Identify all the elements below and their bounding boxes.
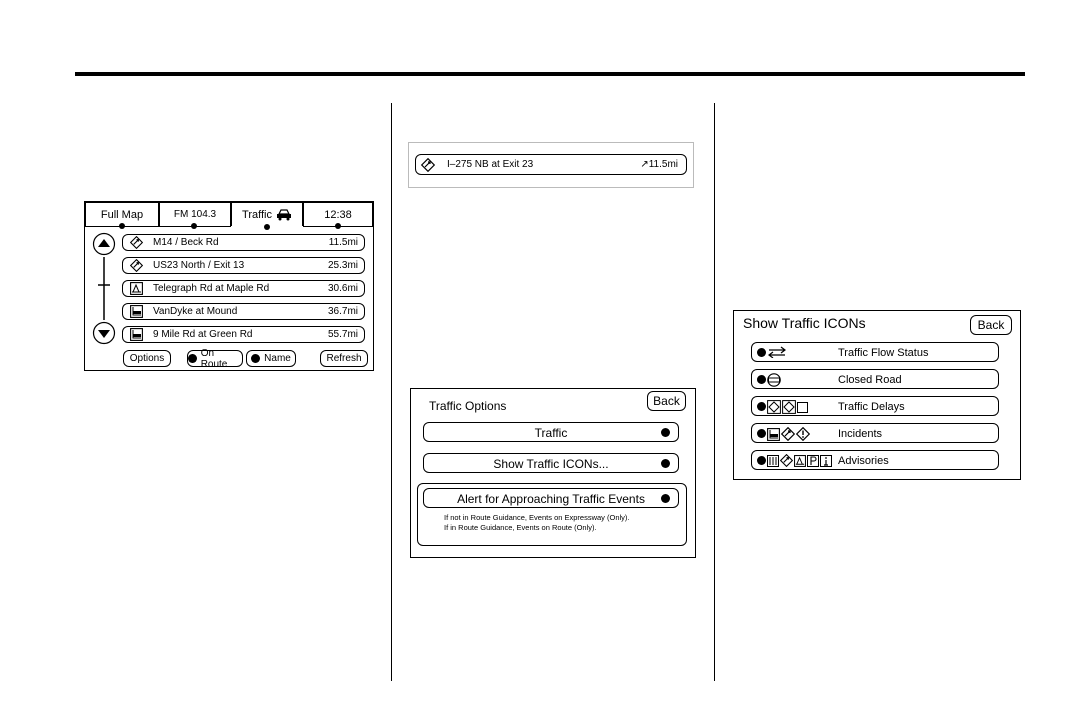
icon-category-label: Traffic Delays bbox=[838, 401, 905, 413]
toggle-on-indicator bbox=[757, 348, 766, 357]
road-work-icon bbox=[794, 455, 806, 467]
traffic-alert-label: I–275 NB at Exit 23 bbox=[447, 159, 534, 170]
lane-icon bbox=[767, 455, 779, 467]
toggle-on-indicator bbox=[757, 402, 766, 411]
icon-category-label: Traffic Flow Status bbox=[838, 347, 929, 359]
tab-indicator-dot bbox=[191, 223, 197, 229]
delay-icon bbox=[767, 400, 781, 414]
alert-approaching-label: Alert for Approaching Traffic Events bbox=[457, 492, 645, 506]
traffic-options-title: Traffic Options bbox=[429, 399, 507, 413]
on-route-button[interactable] bbox=[187, 347, 243, 370]
traffic-row[interactable] bbox=[122, 257, 365, 274]
traffic-row-distance: 36.7mi bbox=[327, 306, 358, 317]
delay-icon bbox=[782, 400, 796, 414]
toggle-on-indicator bbox=[757, 429, 766, 438]
alert-note-line: If not in Route Guidance, Events on Expressway (Only). bbox=[444, 513, 630, 522]
traffic-row-label: US23 North / Exit 13 bbox=[153, 260, 245, 271]
refresh-button[interactable] bbox=[320, 350, 368, 367]
parking-icon bbox=[807, 455, 819, 467]
traffic-alert-distance: ↗11.5mi bbox=[640, 159, 678, 170]
show-traffic-icons-button[interactable] bbox=[423, 453, 679, 473]
icon-category-label: Advisories bbox=[838, 455, 889, 467]
back-button-label: Back bbox=[653, 394, 680, 408]
accident-icon bbox=[767, 428, 780, 441]
car-icon bbox=[276, 209, 292, 221]
toggle-on-indicator bbox=[661, 494, 670, 503]
traffic-row-distance: 25.3mi bbox=[327, 260, 358, 271]
back-button[interactable] bbox=[970, 315, 1012, 335]
traffic-toggle-label: Traffic bbox=[534, 426, 568, 440]
tab-traffic-label: Traffic bbox=[242, 208, 272, 221]
refresh-button-label: Refresh bbox=[326, 353, 362, 364]
name-button[interactable] bbox=[246, 350, 296, 367]
column-divider-left bbox=[391, 103, 392, 681]
toggle-on-indicator bbox=[661, 428, 670, 437]
tab-indicator-dot bbox=[119, 223, 125, 229]
selected-dot-icon bbox=[188, 354, 197, 363]
scroll-down-button[interactable] bbox=[94, 323, 115, 344]
traffic-row[interactable] bbox=[122, 234, 365, 251]
tab-full-map-label: Full Map bbox=[100, 208, 144, 221]
diamond-icon bbox=[130, 236, 143, 249]
warning-diamond-icon bbox=[796, 427, 810, 441]
column-divider-right bbox=[714, 103, 715, 681]
info-icon bbox=[820, 455, 832, 467]
icon-category-row[interactable] bbox=[751, 342, 999, 362]
icon-category-label: Closed Road bbox=[838, 374, 902, 386]
show-traffic-icons-title: Show Traffic ICONs bbox=[743, 315, 866, 331]
tab-clock-label: 12:38 bbox=[324, 208, 352, 221]
traffic-row-label: 9 Mile Rd at Green Rd bbox=[153, 329, 253, 340]
on-route-button-label: On Route bbox=[200, 347, 228, 370]
traffic-row-label: Telegraph Rd at Maple Rd bbox=[153, 283, 270, 294]
toggle-on-indicator bbox=[757, 375, 766, 384]
traffic-row-distance: 30.6mi bbox=[327, 283, 358, 294]
traffic-row-distance: 55.7mi bbox=[327, 329, 358, 340]
diamond-icon bbox=[780, 454, 793, 467]
diamond-icon bbox=[421, 158, 435, 172]
name-button-label: Name bbox=[264, 353, 291, 364]
icon-category-row[interactable] bbox=[751, 396, 999, 416]
traffic-alert-row[interactable] bbox=[415, 154, 687, 175]
flow-arrows-icon bbox=[767, 346, 787, 358]
traffic-row[interactable] bbox=[122, 280, 365, 297]
icon-category-row[interactable] bbox=[751, 450, 999, 470]
toggle-on-indicator bbox=[661, 459, 670, 468]
options-button-label: Options bbox=[129, 353, 165, 364]
header-rule bbox=[75, 72, 1025, 76]
traffic-toggle[interactable] bbox=[423, 422, 679, 442]
selected-dot-icon bbox=[251, 354, 260, 363]
traffic-row-label: VanDyke at Mound bbox=[153, 306, 238, 317]
road-work-icon bbox=[130, 282, 143, 295]
alert-approaching-toggle[interactable] bbox=[423, 488, 679, 508]
accident-icon bbox=[130, 305, 143, 318]
icon-category-label: Incidents bbox=[838, 428, 883, 440]
scroll-up-button[interactable] bbox=[94, 234, 115, 255]
scroll-control bbox=[92, 232, 118, 346]
tab-traffic[interactable] bbox=[231, 202, 303, 226]
traffic-row-distance: 11.5mi bbox=[328, 237, 358, 248]
icon-category-row[interactable] bbox=[751, 369, 999, 389]
back-button[interactable] bbox=[647, 391, 686, 411]
tab-indicator-dot bbox=[335, 223, 341, 229]
alert-note-line: If in Route Guidance, Events on Route (Only). bbox=[444, 523, 597, 532]
traffic-row[interactable] bbox=[122, 326, 365, 343]
tab-underline-left bbox=[85, 226, 231, 227]
back-button-label: Back bbox=[977, 318, 1005, 332]
options-button[interactable] bbox=[123, 350, 171, 367]
tab-indicator-dot bbox=[264, 224, 270, 230]
icon-category-row[interactable] bbox=[751, 423, 999, 443]
diamond-icon bbox=[781, 427, 795, 441]
blank-box-icon bbox=[797, 402, 808, 413]
traffic-row-label: M14 / Beck Rd bbox=[153, 237, 219, 248]
diamond-icon bbox=[130, 259, 143, 272]
accident-icon bbox=[130, 328, 143, 341]
closed-road-icon bbox=[767, 373, 781, 387]
toggle-on-indicator bbox=[757, 456, 766, 465]
show-traffic-icons-label: Show Traffic ICONs... bbox=[493, 457, 609, 471]
traffic-row[interactable] bbox=[122, 303, 365, 320]
tab-fm-label: FM 104.3 bbox=[173, 209, 217, 220]
